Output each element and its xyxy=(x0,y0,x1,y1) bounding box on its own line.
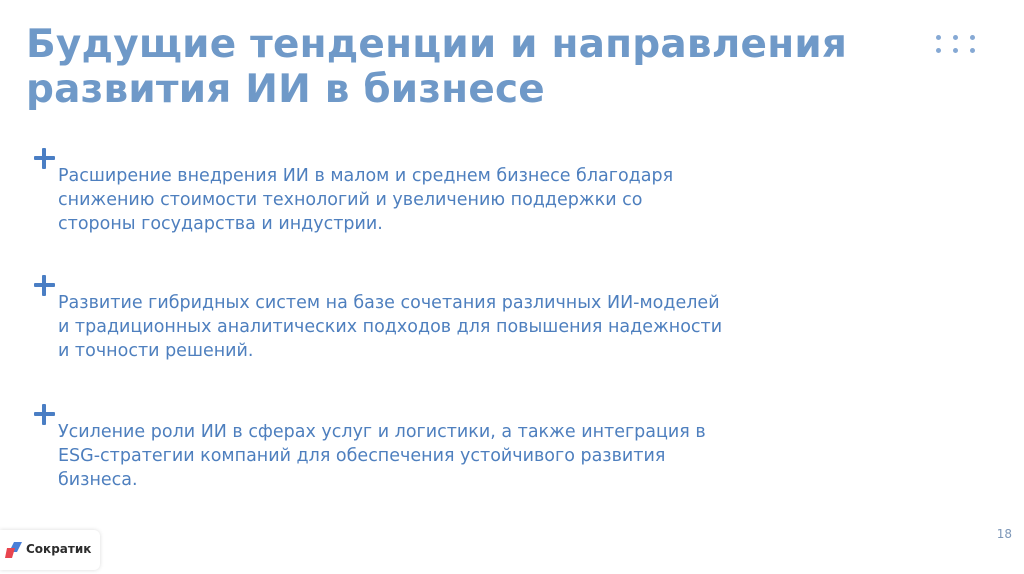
brand-name: Сократик xyxy=(26,542,92,556)
page-number: 18 xyxy=(996,527,1012,541)
sokratik-logo-icon xyxy=(5,542,23,558)
brand-badge[interactable] xyxy=(0,530,100,570)
plus-icon xyxy=(34,404,55,425)
list-item-text: Развитие гибридных систем на базе сочетания различных ИИ-моделей и традиционных аналитических подходов для повышения надежности и точности решений. xyxy=(58,293,723,361)
list-item-text: Усиление роли ИИ в сферах услуг и логистики, а также интеграция в ESG-стратегии компаний для обеспечения устойчивого развития бизнеса. xyxy=(58,422,706,490)
slide-title: Будущие тенденции и направления развития ИИ в бизнесе xyxy=(26,22,848,112)
list-item-text: Расширение внедрения ИИ в малом и среднем бизнесе благодаря снижению стоимости технологий и увеличению поддержки со стороны государства и индустрии. xyxy=(58,166,674,234)
plus-icon xyxy=(34,275,55,296)
plus-icon xyxy=(34,148,55,169)
dots-decoration-icon xyxy=(933,34,981,54)
